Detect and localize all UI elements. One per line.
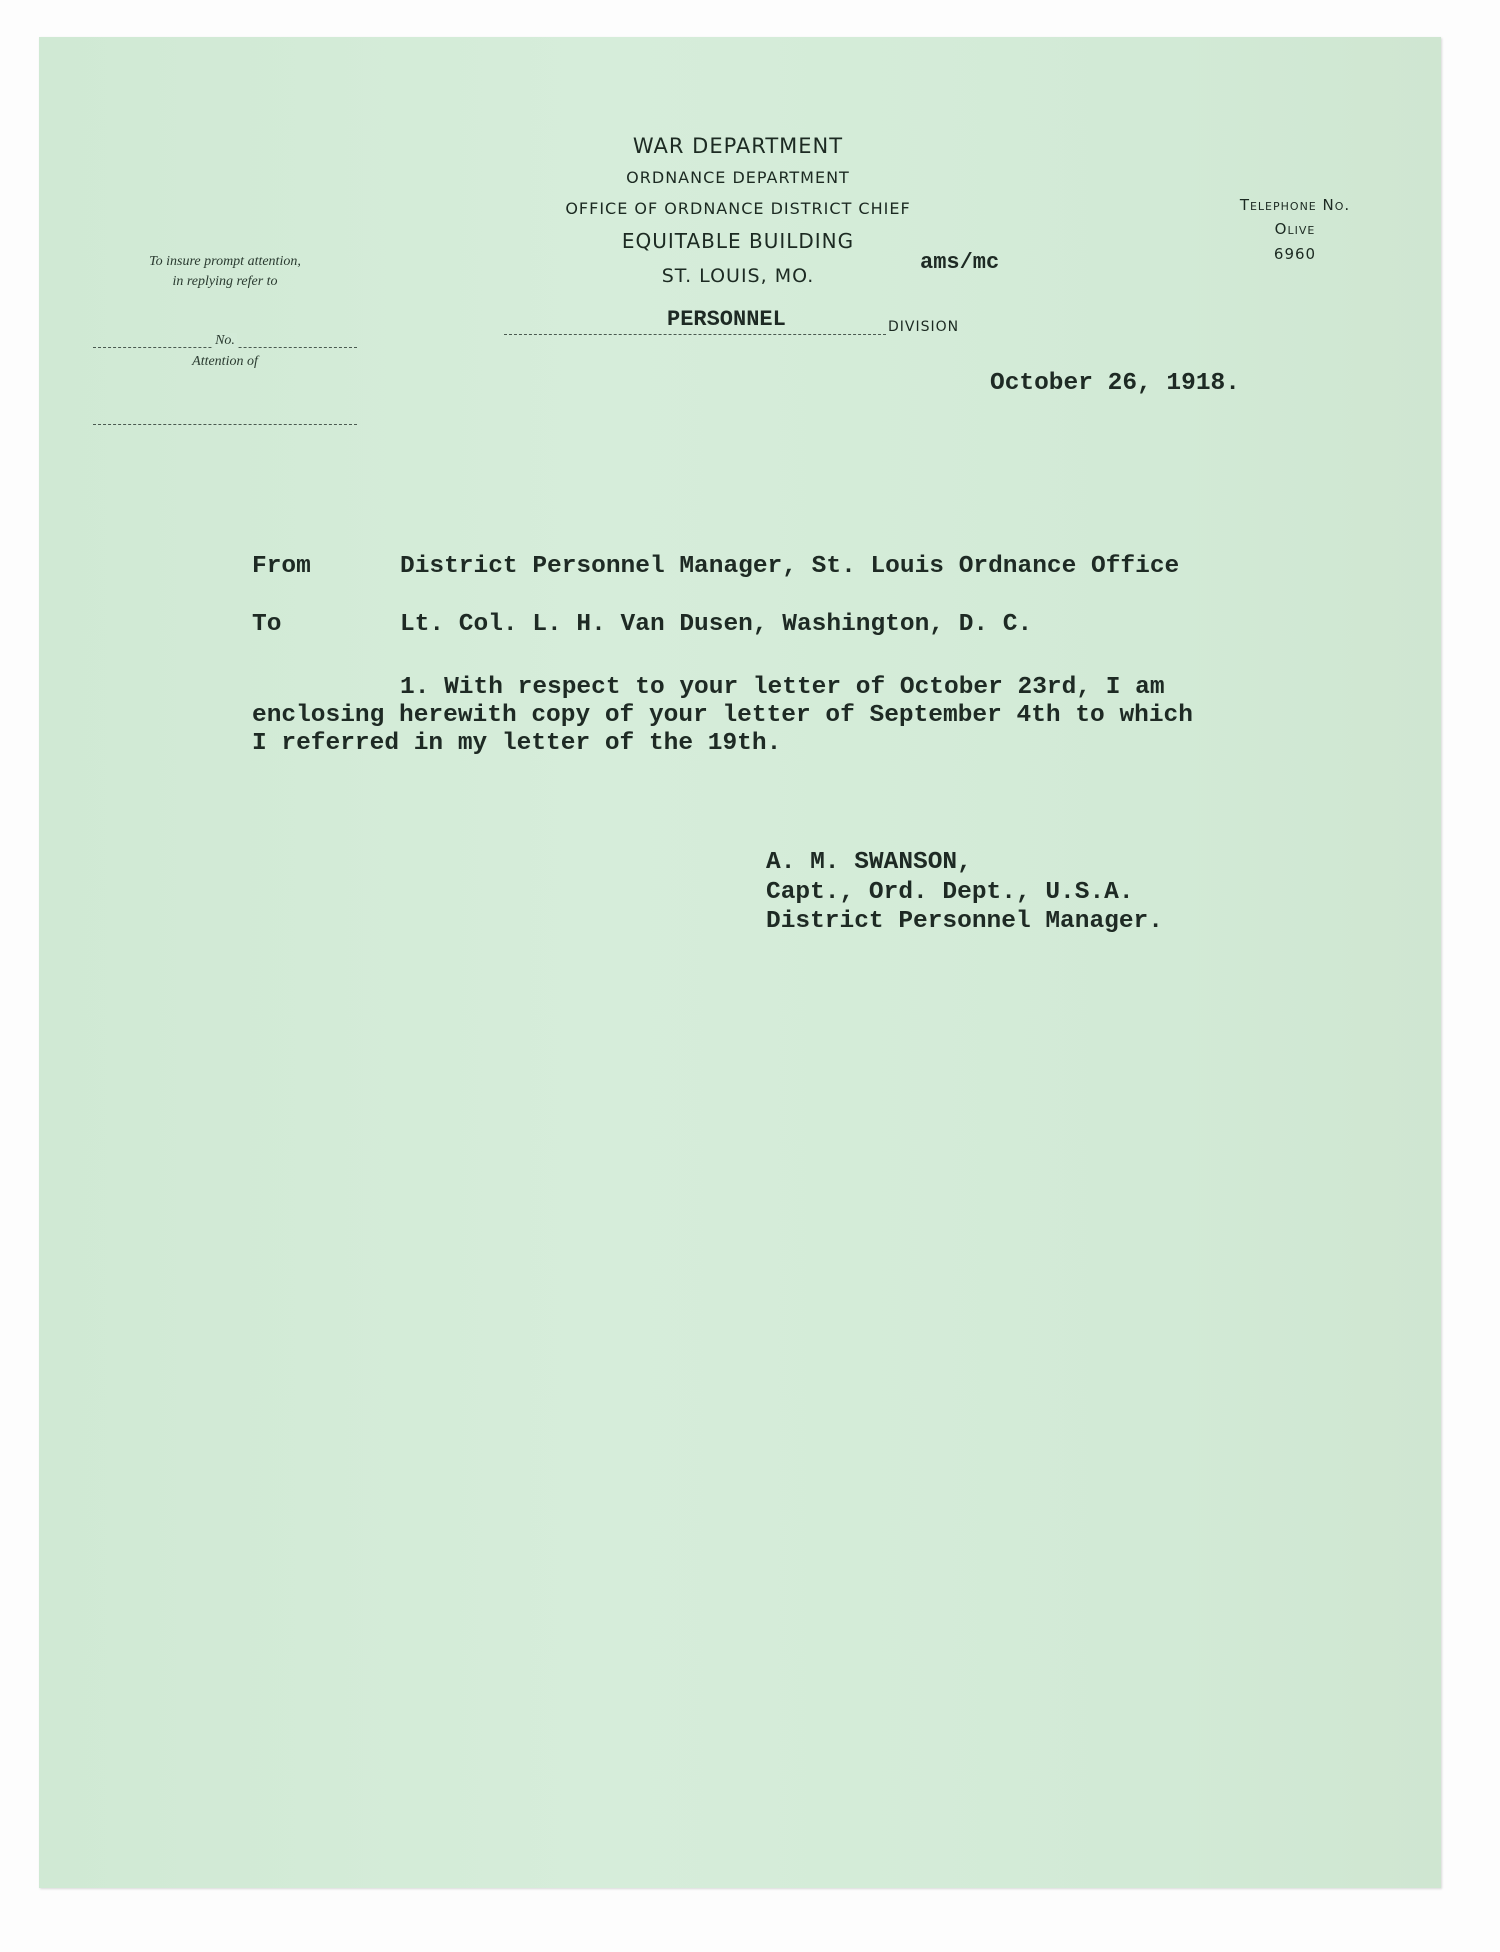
telephone-exchange: Olive: [1274, 220, 1316, 238]
signature-name: A. M. SWANSON,: [766, 849, 972, 876]
reference-note-line1: To insure prompt attention,: [149, 254, 301, 269]
reference-number-label: No.: [215, 333, 235, 348]
division-line: [504, 334, 886, 335]
reference-note-line2: in replying refer to: [172, 274, 278, 289]
attention-label: Attention of: [192, 354, 258, 369]
letter-date: October 26, 1918.: [990, 370, 1240, 397]
telephone-number: 6960: [1273, 245, 1317, 263]
letterhead-office: OFFICE OF ORDNANCE DISTRICT CHIEF: [565, 199, 911, 218]
body-line: 1. With respect to your letter of October 23rd, I am: [400, 674, 1165, 701]
to-value: Lt. Col. L. H. Van Dusen, Washington, D. C.: [400, 611, 1033, 638]
body-line: enclosing herewith copy of your letter of September 4th to which: [252, 702, 1193, 729]
telephone-label: Telephone No.: [1239, 196, 1351, 214]
to-label: To: [252, 611, 282, 638]
letterhead-building: EQUITABLE BUILDING: [621, 229, 855, 253]
attention-line: [93, 424, 357, 425]
signature-rank: Capt., Ord. Dept., U.S.A.: [766, 879, 1134, 906]
letterhead-city: ST. LOUIS, MO.: [661, 265, 815, 287]
from-label: From: [252, 553, 311, 580]
letterhead-war-department: WAR DEPARTMENT: [632, 134, 844, 158]
division-value: PERSONNEL: [667, 307, 786, 332]
body-line: I referred in my letter of the 19th.: [252, 730, 782, 757]
typist-initials: ams/mc: [920, 250, 1000, 275]
division-label: DIVISION: [888, 319, 960, 335]
letterhead-ordnance-department: ORDNANCE DEPARTMENT: [626, 168, 850, 187]
from-value: District Personnel Manager, St. Louis Ordnance Office: [400, 553, 1180, 580]
signature-title: District Personnel Manager.: [766, 908, 1163, 935]
